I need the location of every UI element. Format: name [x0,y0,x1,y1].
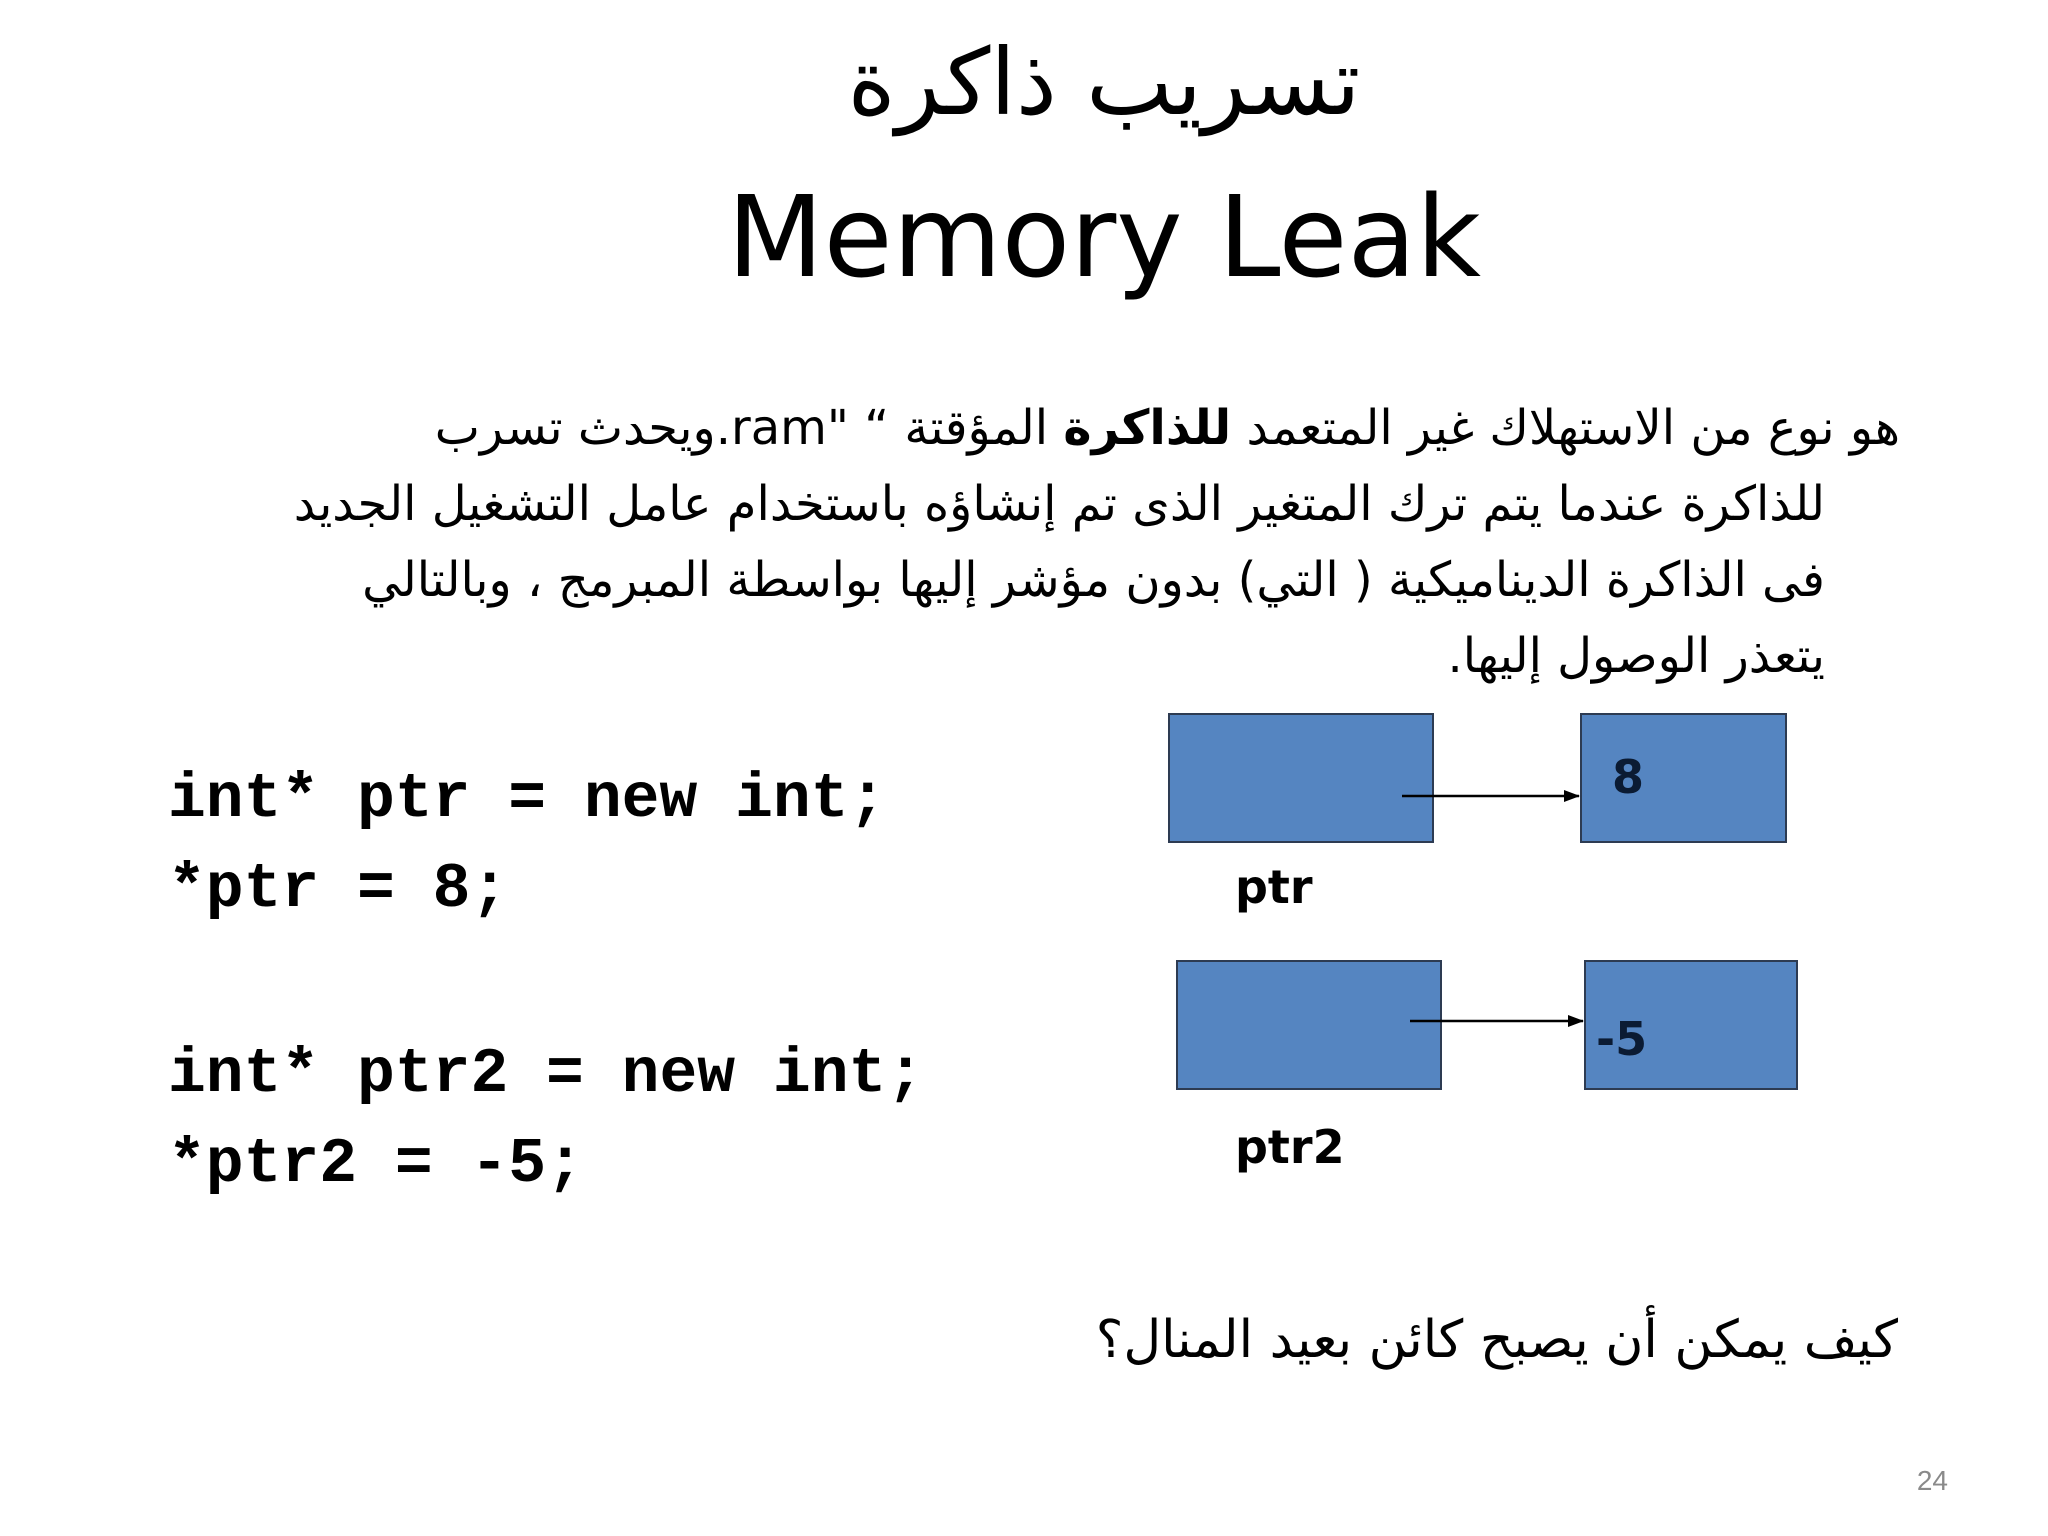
code-line: *ptr2 = -5; [168,1129,584,1200]
paragraph-line-4: يتعذر الوصول إليها. [1447,628,1825,684]
code-line: int* ptr = new int; [168,764,887,835]
ptr-value: 8 [1612,750,1645,804]
ptr-label: ptr [1235,860,1313,914]
code-line: int* ptr2 = new int; [168,1039,925,1110]
code-block-1 [168,755,886,935]
paragraph-line-1 [120,390,1900,466]
paragraph-bold-term: للذاكرة [1063,400,1232,456]
code-block-2 [168,1030,924,1210]
slide-title-arabic: تسريب ذاكرة [847,29,1361,136]
paragraph-line-2: للذاكرة عندما يتم ترك المتغير الذى تم إنشاؤه باستخدام عامل التشغيل الجديد [293,476,1825,532]
pointer-arrows [1140,700,1840,1200]
definition-paragraph [120,390,1900,694]
slide-title-english: Memory Leak [727,173,1481,303]
pointer-diagram [1140,700,1840,1200]
paragraph-line-3: فى الذاكرة الديناميكية ( التي) بدون مؤشر إليها بواسطة المبرمج ، وبالتالي [362,552,1825,608]
ptr2-label: ptr2 [1235,1120,1345,1174]
ptr2-value: -5 [1596,1012,1648,1066]
page-number: 24 [1916,1465,1948,1496]
question-text: كيف يمكن أن يصبح كائن بعيد المنال؟ [1095,1310,1898,1370]
paragraph-line-1-end: المؤقتة “ "ram.ويحدث تسرب [434,400,1064,456]
code-line: *ptr = 8; [168,854,509,925]
paragraph-line-1-start: هو نوع من الاستهلاك غير المتعمد [1231,400,1900,456]
